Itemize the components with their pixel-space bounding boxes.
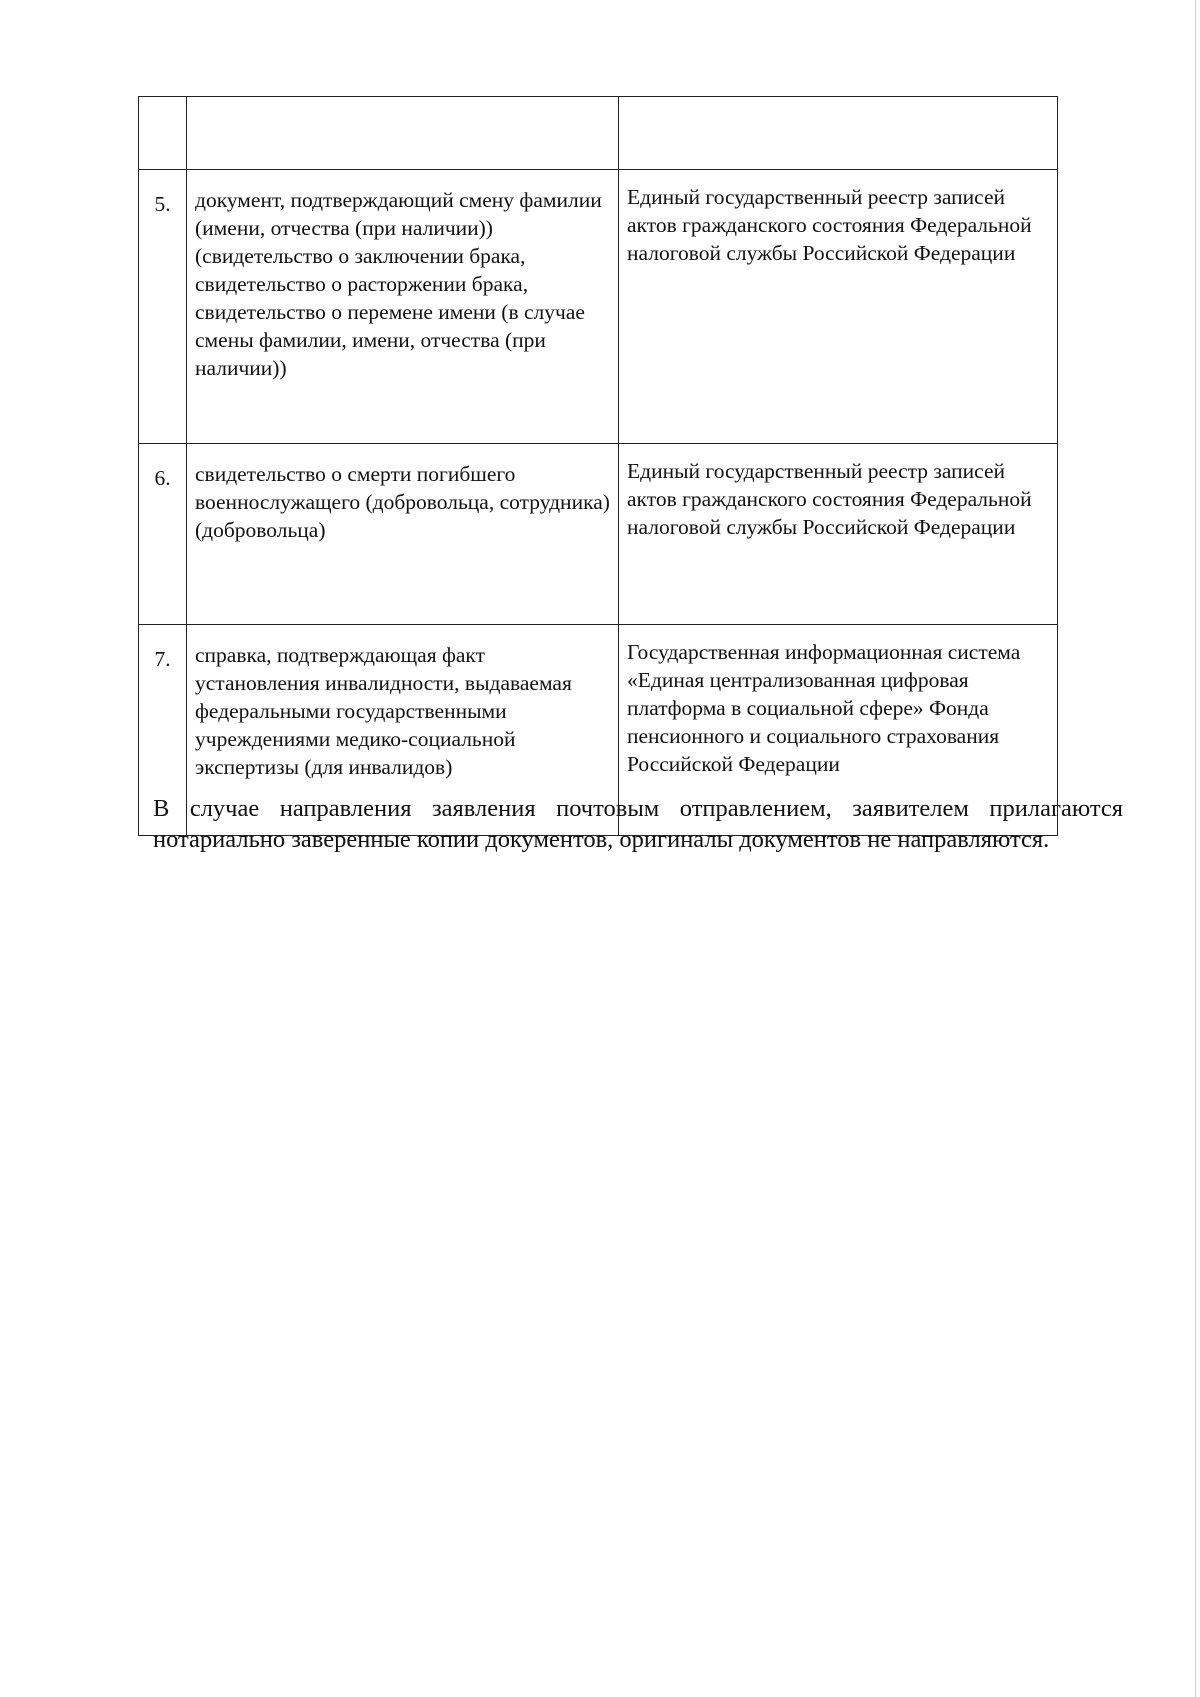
document-name: свидетельство о смерти погибшего военнослужащего (добровольца, сотрудника) (добровольца)	[187, 444, 619, 625]
document-source: Единый государственный реестр записей актов гражданского состояния Федеральной налоговой службы Российской Федерации	[619, 170, 1058, 444]
table-row	[139, 170, 1058, 444]
scan-edge-line	[1195, 0, 1196, 1697]
document-source: Государственная информационная система «Единая централизованная цифровая платформа в социальной сфере» Фонда пенсионного и социального страхования Российской Федерации	[619, 625, 1058, 836]
postal-note-paragraph: В случае направления заявления почтовым отправлением, заявителем прилагаются нотариально заверенные копии документов, оригиналы документов не направляются.	[153, 795, 1123, 853]
row-number	[139, 97, 187, 170]
document-source	[619, 97, 1058, 170]
document-source: Единый государственный реестр записей актов гражданского состояния Федеральной налоговой службы Российской Федерации	[619, 444, 1058, 625]
document-name: справка, подтверждающая факт установления инвалидности, выдаваемая федеральными государственными учреждениями медико-социальной экспертизы (для инвалидов)	[187, 625, 619, 836]
table-row	[139, 97, 1058, 170]
document-name: документ, подтверждающий смену фамилии (имени, отчества (при наличии)) (свидетельство о заключении брака, свидетельство о расторжении брака, свидетельство о перемене имени (в случае смены фамилии, имени, отчества (при наличии))	[187, 170, 619, 444]
table-row	[139, 444, 1058, 625]
row-number: 6.	[139, 444, 187, 625]
documents-table	[138, 96, 1058, 836]
row-number: 7.	[139, 625, 187, 836]
document-name	[187, 97, 619, 170]
row-number: 5.	[139, 170, 187, 444]
